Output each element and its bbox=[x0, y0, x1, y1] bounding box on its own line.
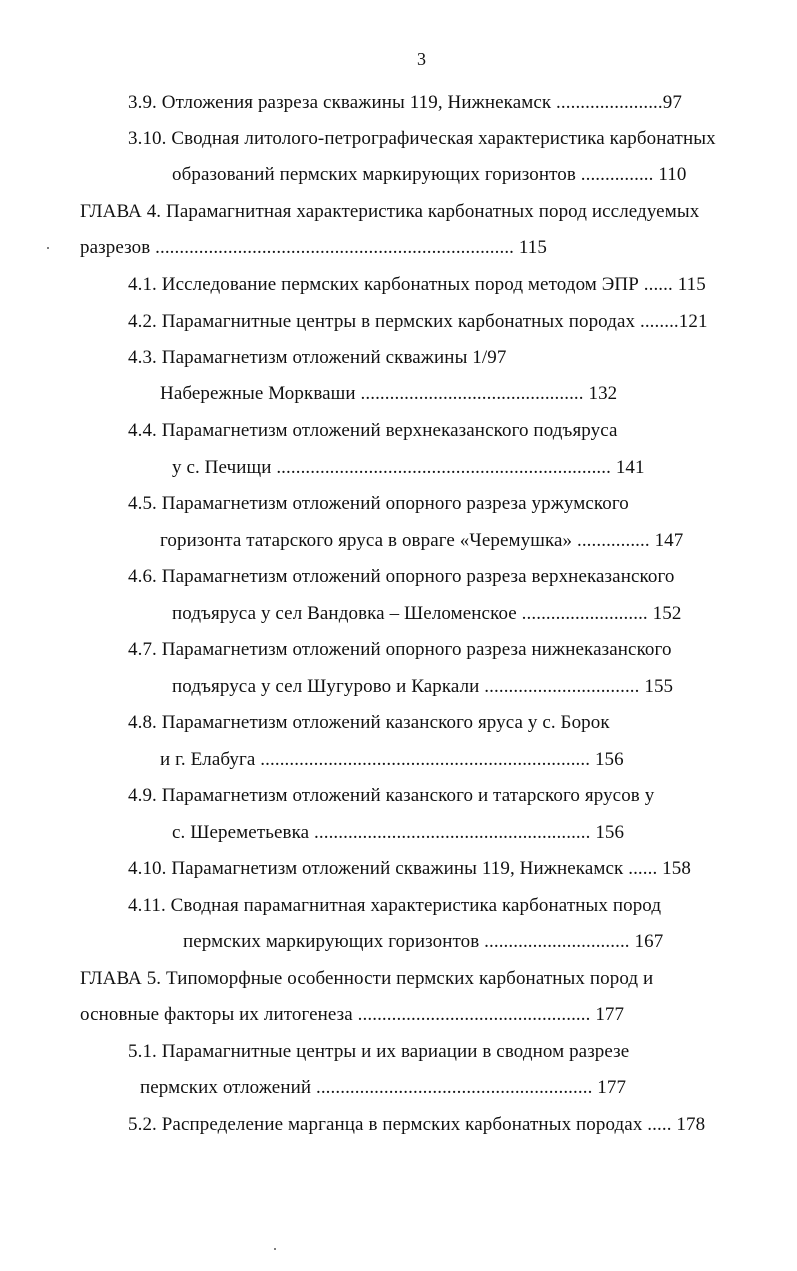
toc-entry-4-4-cont: у с. Печищи ..................................................................... 141 bbox=[172, 457, 645, 478]
toc-entry-4-9-cont: с. Шереметьевка ......................................................... 156 bbox=[172, 822, 625, 843]
toc-entry-4-3-title: 4.3. Парамагнетизм отложений скважины 1/97 bbox=[128, 347, 507, 368]
toc-entry-4-6-title: 4.6. Парамагнетизм отложений опорного разреза верхнеказанского bbox=[128, 566, 675, 587]
toc-entry-4-5-cont: горизонта татарского яруса в овраге «Черемушка» ............... 147 bbox=[160, 530, 684, 551]
toc-entry-4-10: 4.10. Парамагнетизм отложений скважины 119, Нижнекамск ...... 158 bbox=[128, 858, 691, 879]
bottom-speck bbox=[274, 1248, 276, 1250]
margin-speck bbox=[47, 247, 49, 249]
toc-entry-5-2: 5.2. Распределение марганца в пермских карбонатных породах ..... 178 bbox=[128, 1114, 706, 1135]
toc-entry-4-3-cont: Набережные Моркваши .............................................. 132 bbox=[160, 383, 618, 404]
page-number: 3 bbox=[417, 49, 427, 69]
toc-entry-4-11-cont: пермских маркирующих горизонтов .............................. 167 bbox=[183, 931, 664, 952]
toc-entry-4-5-title: 4.5. Парамагнетизм отложений опорного разреза уржумского bbox=[128, 493, 629, 514]
toc-chapter-4-title: ГЛАВА 4. Парамагнитная характеристика карбонатных пород исследуемых bbox=[80, 201, 700, 222]
toc-chapter-5-cont: основные факторы их литогенеза ................................................ 177 bbox=[80, 1004, 625, 1025]
toc-entry-4-9-title: 4.9. Парамагнетизм отложений казанского и татарского ярусов у bbox=[128, 785, 655, 806]
toc-entry-5-1-cont: пермских отложений ......................................................... 177 bbox=[140, 1077, 627, 1098]
toc-entry-4-7-title: 4.7. Парамагнетизм отложений опорного разреза нижнеказанского bbox=[128, 639, 672, 660]
toc-entry-3-10-title: 3.10. Сводная литолого-петрографическая характеристика карбонатных bbox=[128, 128, 716, 149]
toc-entry-4-1: 4.1. Исследование пермских карбонатных пород методом ЭПР ...... 115 bbox=[128, 274, 706, 295]
toc-entry-4-7-cont: подъяруса у сел Шугурово и Каркали ................................ 155 bbox=[172, 676, 674, 697]
toc-entry-4-8-title: 4.8. Парамагнетизм отложений казанского яруса у с. Борок bbox=[128, 712, 610, 733]
toc-entry-4-11-title: 4.11. Сводная парамагнитная характеристика карбонатных пород bbox=[128, 895, 662, 916]
toc-chapter-5-title: ГЛАВА 5. Типоморфные особенности пермских карбонатных пород и bbox=[80, 968, 654, 989]
toc-entry-4-8-cont: и г. Елабуга .................................................................... 156 bbox=[160, 749, 624, 770]
toc-entry-5-1-title: 5.1. Парамагнитные центры и их вариации в сводном разрезе bbox=[128, 1041, 630, 1062]
toc-entry-3-9: 3.9. Отложения разреза скважины 119, Нижнекамск ......................97 bbox=[128, 92, 682, 113]
toc-chapter-4-cont: разрезов .......................................................................... 115 bbox=[80, 237, 547, 258]
toc-entry-3-10-cont: образований пермских маркирующих горизонтов ............... 110 bbox=[172, 164, 687, 185]
toc-entry-4-4-title: 4.4. Парамагнетизм отложений верхнеказанского подъяруса bbox=[128, 420, 618, 441]
toc-entry-4-2: 4.2. Парамагнитные центры в пермских карбонатных породах ........121 bbox=[128, 311, 708, 332]
toc-entry-4-6-cont: подъяруса у сел Вандовка – Шеломенское .......................... 152 bbox=[172, 603, 682, 624]
